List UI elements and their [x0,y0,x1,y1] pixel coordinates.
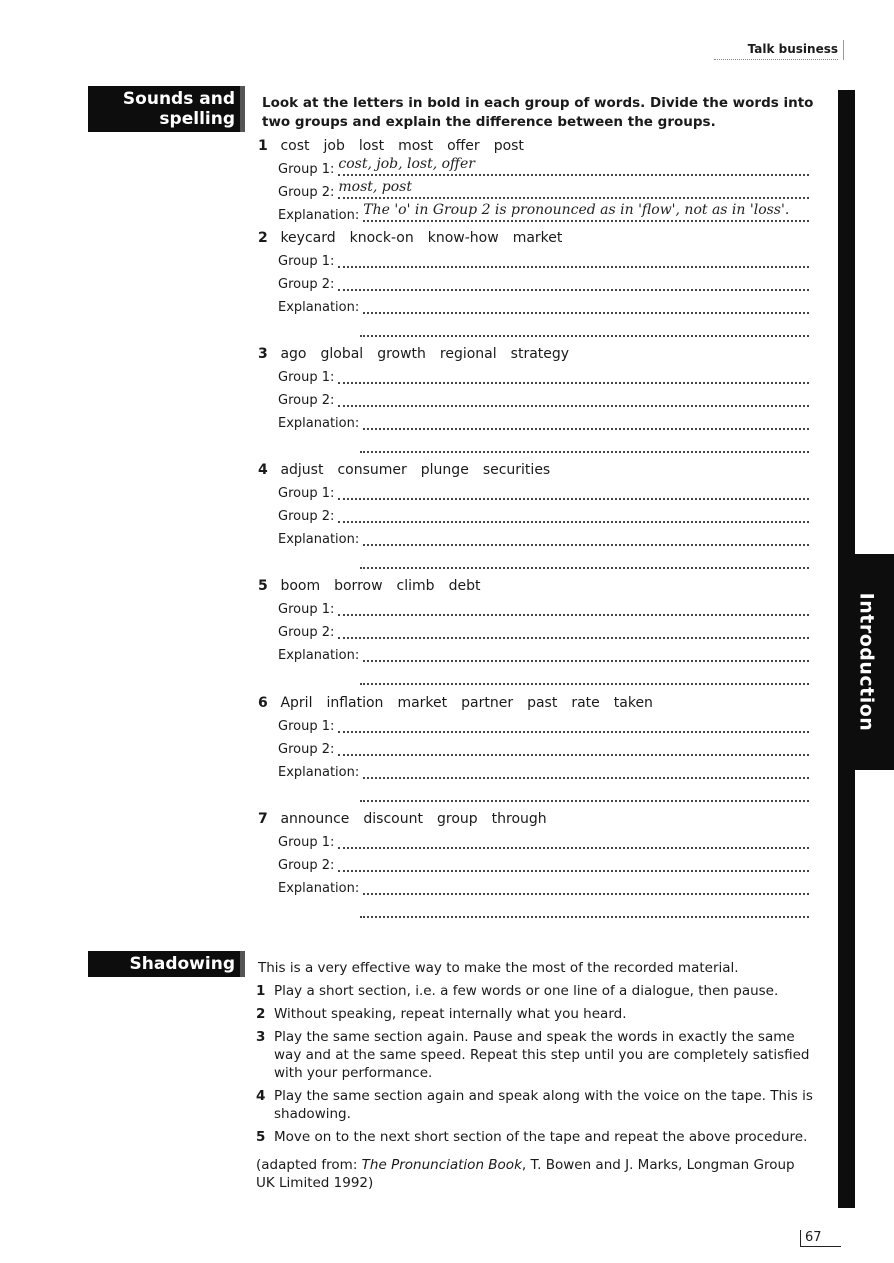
explanation-row [278,411,809,434]
explanation-answer[interactable] [363,411,809,430]
explanation-answer[interactable] [363,876,809,895]
step-text: Play the same section again and speak along with the voice on the tape. This is shadowing. [274,1088,813,1122]
group-1-answer[interactable]: cost, job, lost, offer [338,157,809,176]
exercise-7 [258,808,818,922]
exercise-4 [258,459,818,573]
step-text: Play a short section, i.e. a few words or one line of a dialogue, then pause. [274,983,779,999]
section-tab-line-2: spelling [159,109,235,129]
group-1-answer[interactable] [338,597,809,616]
explanation-label: Explanation: [278,648,360,663]
list-item [256,1005,816,1023]
explanation-label: Explanation: [278,765,360,780]
list-item [256,1128,816,1146]
group-2-row [278,180,809,203]
explanation-row [278,760,809,783]
word: partner [461,695,514,711]
group-2-answer[interactable] [338,272,809,291]
word: boom [280,578,321,594]
group-1-row [278,481,809,504]
word: plunge [420,462,469,478]
word: cost [280,138,310,154]
exercise-number: 1 [258,138,268,154]
section-tab-shadowing [88,951,245,977]
word: April [280,695,313,711]
explanation-answer[interactable] [363,527,809,546]
exercise-1 [258,135,818,226]
exercise-2 [258,227,818,341]
step-text: Play the same section again. Pause and speak the words in exactly the same way and at the same speed. Repeat this step until you are completely satisfied with your performance. [274,1029,810,1081]
explanation-row [278,203,809,226]
exercise-number: 3 [258,346,268,362]
side-tab-introduction [838,554,894,770]
word: post [493,138,524,154]
word: strategy [510,346,570,362]
group-2-row [278,737,809,760]
group-2-row [278,388,809,411]
exercise-word-list [258,459,818,481]
group-2-answer[interactable] [338,853,809,872]
explanation-answer[interactable] [363,760,809,779]
group-1-label: Group 1: [278,835,335,850]
exercise-word-list [258,808,818,830]
citation-details: , T. Bowen and J. Marks, Longman Group UK Limited 1992) [256,1157,795,1191]
word: rate [571,695,600,711]
exercise-word-list [258,135,818,157]
exercise-6 [258,692,818,806]
explanation-label: Explanation: [278,300,360,315]
explanation-continuation-row [278,666,809,689]
list-item [256,1028,816,1082]
group-1-label: Group 1: [278,719,335,734]
running-title: Talk business [714,42,838,60]
group-2-answer[interactable] [338,620,809,639]
page-number: 67 [800,1230,841,1247]
step-text: Without speaking, repeat internally what you heard. [274,1006,627,1022]
group-1-answer[interactable] [338,830,809,849]
word: group [436,811,478,827]
word: regional [439,346,497,362]
explanation-continuation[interactable] [360,899,809,918]
tab-edge [240,86,245,132]
group-1-answer[interactable] [338,249,809,268]
section-tab-line-1: Sounds and [122,89,235,109]
explanation-continuation-row [278,783,809,806]
exercise-instructions: Look at the letters in bold in each group of words. Divide the words into two groups and explain the difference between the groups. [262,95,814,130]
explanation-continuation-row [278,899,809,922]
step-text: Move on to the next short section of the tape and repeat the above procedure. [274,1129,808,1145]
word: discount [363,811,423,827]
word: inflation [326,695,384,711]
group-1-label: Group 1: [278,486,335,501]
group-1-row [278,597,809,620]
explanation-continuation-row [278,550,809,573]
word: offer [447,138,480,154]
word: knock-on [349,230,414,246]
word: growth [377,346,426,362]
list-item [256,1087,816,1123]
explanation-continuation[interactable] [360,550,809,569]
exercise-number: 4 [258,462,268,478]
word: keycard [280,230,336,246]
group-1-label: Group 1: [278,602,335,617]
header-divider [843,40,844,60]
exercise-word-list [258,575,818,597]
group-2-row [278,272,809,295]
group-1-answer[interactable] [338,714,809,733]
group-2-answer[interactable] [338,737,809,756]
word: borrow [334,578,383,594]
word: job [323,138,345,154]
word: consumer [337,462,407,478]
word: past [527,695,558,711]
section-tab-label: Shadowing [129,954,235,974]
explanation-answer[interactable] [363,295,809,314]
explanation-label: Explanation: [278,532,360,547]
explanation-row [278,643,809,666]
citation-title: The Pronunciation Book [361,1157,522,1173]
shadowing-steps [256,982,816,1151]
group-2-label: Group 2: [278,742,335,757]
exercise-number: 5 [258,578,268,594]
citation-prefix: (adapted from: [256,1157,362,1173]
source-citation [256,1156,816,1192]
explanation-continuation[interactable] [360,666,809,685]
group-1-label: Group 1: [278,254,335,269]
word: debt [448,578,481,594]
step-number: 5 [256,1129,266,1145]
tab-edge [240,951,245,977]
explanation-answer[interactable] [363,643,809,662]
explanation-continuation-row [278,318,809,341]
word: climb [396,578,435,594]
group-2-label: Group 2: [278,509,335,524]
word: ago [280,346,307,362]
word: know-how [427,230,499,246]
exercise-3 [258,343,818,457]
exercise-number: 2 [258,230,268,246]
exercise-number: 7 [258,811,268,827]
group-2-row [278,620,809,643]
group-2-answer[interactable] [338,504,809,523]
exercise-word-list [258,692,818,714]
explanation-continuation[interactable] [360,318,809,337]
list-item [256,982,816,1000]
shadowing-intro: This is a very effective way to make the most of the recorded material. [258,960,739,976]
group-2-label: Group 2: [278,625,335,640]
explanation-label: Explanation: [278,416,360,431]
word: announce [280,811,350,827]
word: lost [358,138,385,154]
step-number: 3 [256,1029,266,1045]
group-1-answer[interactable] [338,481,809,500]
exercise-number: 6 [258,695,268,711]
group-2-label: Group 2: [278,393,335,408]
section-tab-sounds-and-spelling [88,86,245,132]
group-1-label: Group 1: [278,162,335,177]
word: market [397,695,448,711]
side-tab-label: Introduction [855,592,878,732]
group-2-label: Group 2: [278,277,335,292]
step-number: 2 [256,1006,266,1022]
word: securities [482,462,551,478]
word: global [320,346,364,362]
group-1-row [278,714,809,737]
exercise-word-list [258,343,818,365]
group-2-label: Group 2: [278,858,335,873]
explanation-label: Explanation: [278,208,360,223]
word: most [398,138,434,154]
explanation-row [278,876,809,899]
explanation-continuation[interactable] [360,434,809,453]
word: adjust [280,462,324,478]
explanation-row [278,527,809,550]
exercise-word-list [258,227,818,249]
group-1-row [278,365,809,388]
word: market [512,230,563,246]
exercise-5 [258,575,818,689]
explanation-continuation[interactable] [360,783,809,802]
group-1-row [278,830,809,853]
group-1-answer[interactable] [338,365,809,384]
group-1-row [278,249,809,272]
explanation-row [278,295,809,318]
group-2-row [278,504,809,527]
explanation-continuation-row [278,434,809,457]
group-2-label: Group 2: [278,185,335,200]
word: through [491,811,547,827]
explanation-answer[interactable]: The 'o' in Group 2 is pronounced as in 'flow', not as in 'loss'. [363,203,809,222]
group-1-row [278,157,809,180]
step-number: 1 [256,983,266,999]
explanation-label: Explanation: [278,881,360,896]
group-2-row [278,853,809,876]
word: taken [613,695,653,711]
step-number: 4 [256,1088,266,1104]
group-1-label: Group 1: [278,370,335,385]
group-2-answer[interactable]: most, post [338,180,809,199]
group-2-answer[interactable] [338,388,809,407]
